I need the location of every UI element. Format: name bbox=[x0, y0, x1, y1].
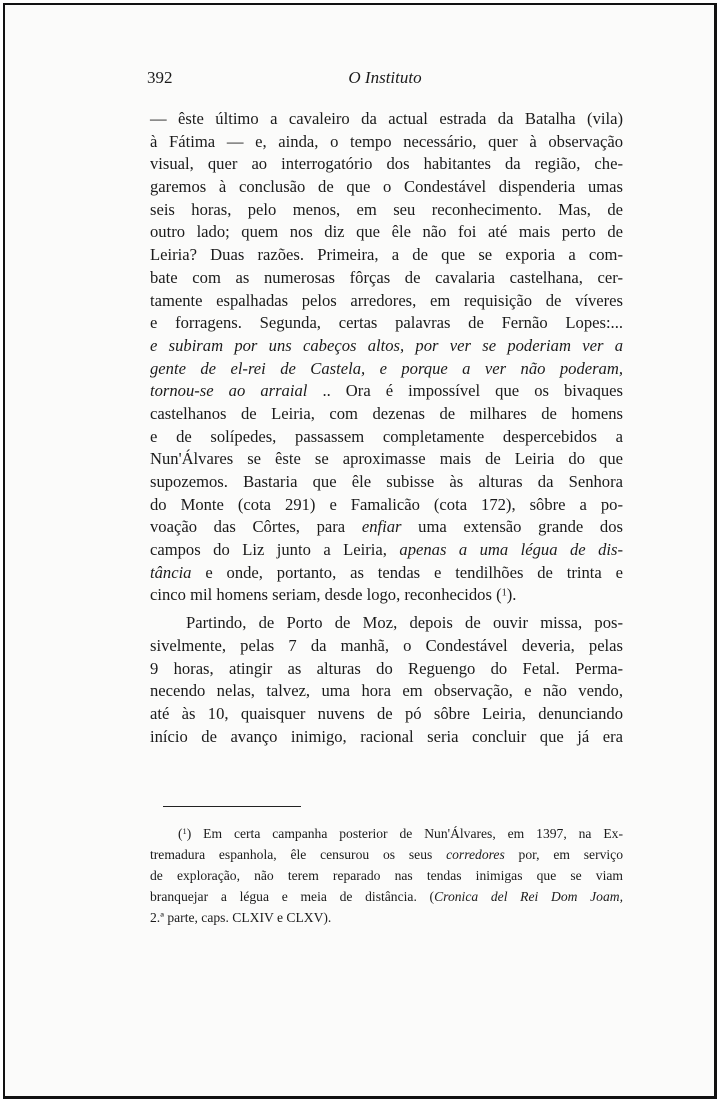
text-line: garemos à conclusão de que o Condestável dispenderia umas bbox=[150, 177, 623, 197]
emphasis: corredores bbox=[446, 847, 505, 862]
text-line: Leiria? Duas razões. Primeira, a de que se exporia a com- bbox=[150, 245, 623, 265]
quotation: gente de el-rei de Castela, e porque a ver não poderam, bbox=[150, 358, 623, 378]
citation-title: Cronica del Rei Dom Joam, bbox=[434, 889, 623, 904]
emphasis: enfiar bbox=[361, 517, 402, 537]
text-segment: uma extensão grande dos bbox=[401, 517, 623, 537]
text-line: necendo nelas, talvez, uma hora em observação, e não vendo, bbox=[150, 681, 623, 701]
text-line: à Fátima — e, ainda, o tempo necessário, quer à observação bbox=[150, 131, 623, 151]
emphasis: tância bbox=[150, 562, 192, 582]
text-segment: campos do Liz junto a Leiria, bbox=[150, 540, 400, 560]
text-segment: e onde, portanto, as tendas e tendilhões de trinta e bbox=[191, 562, 623, 582]
text-line: outro lado; quem nos diz que êle não foi até mais perto de bbox=[150, 222, 623, 242]
page-number: 392 bbox=[147, 68, 173, 87]
text-line: e de solípedes, passassem completamente despercebidos a bbox=[150, 426, 623, 446]
text-segment: cinco mil homens seriam, desde logo, reconhecidos ( bbox=[150, 585, 502, 605]
quoted-text-line bbox=[150, 358, 623, 381]
emphasis: apenas a uma légua de dis- bbox=[399, 540, 623, 560]
text-line: visual, quer ao interrogatório dos habitantes da região, che- bbox=[150, 154, 623, 174]
text-line bbox=[150, 562, 623, 585]
footnote-line bbox=[150, 844, 623, 865]
quotation: e subiram por uns cabeços altos, por ver se poderiam ver a bbox=[150, 335, 623, 355]
text-line: Nun'Álvares se êste se aproximasse mais de Leiria do que bbox=[150, 449, 623, 469]
text-line: e forragens. Segunda, certas palavras de Fernão Lopes:... bbox=[150, 313, 623, 333]
footnote-line: de exploração, não terem reparado nas tendas inimigas que se viam bbox=[150, 868, 623, 883]
text-line: castelhanos de Leiria, com dezenas de milhares de homens bbox=[150, 403, 623, 423]
text-line bbox=[150, 380, 623, 403]
text-line: supozemos. Bastaria que êle subisse às alturas da Senhora bbox=[150, 472, 623, 491]
text-line: até às 10, quaisquer nuvens de pó sôbre Leiria, denunciando bbox=[150, 703, 623, 723]
footnote-line: ($^1$) Em certa campanha posterior de Nun'Álvares, em 1397, na Ex- bbox=[178, 826, 623, 841]
text-segment: tremadura espanhola, êle censurou os seus bbox=[150, 847, 447, 862]
running-title: O Instituto bbox=[348, 68, 422, 87]
text-line: 9 horas, atingir as alturas do Reguengo do Fetal. Perma- bbox=[150, 658, 623, 678]
footnote-line: 2.ª parte, caps. CLXIV e CLXV). bbox=[150, 910, 332, 925]
text-line: — êste último a cavaleiro da actual estrada da Batalha (vila) bbox=[150, 109, 623, 128]
text-line: do Monte (cota 291) e Famalicão (cota 172), sôbre a po- bbox=[150, 494, 623, 514]
text-line: início de avanço inimigo, racional seria concluir que já era bbox=[150, 726, 623, 746]
footnote-divider bbox=[163, 806, 301, 807]
text-line bbox=[150, 584, 623, 607]
footnote-reference: 1 bbox=[501, 587, 507, 599]
text-line bbox=[150, 539, 623, 562]
page-header bbox=[147, 68, 623, 90]
text-segment: branquejar a légua e meia de distância. ( bbox=[150, 889, 435, 904]
text-segment: ). bbox=[506, 585, 517, 605]
text-line bbox=[150, 516, 623, 539]
text-line: sivelmente, pelas 7 da manhã, o Condestável deveria, pelas bbox=[150, 635, 623, 655]
quotation: tornou-se ao arraial bbox=[150, 381, 308, 401]
footnote-mark: 1 bbox=[182, 826, 187, 837]
text-segment: .. Ora é impossível que os bivaques bbox=[307, 381, 623, 401]
body-text bbox=[150, 108, 623, 748]
text-segment: ) Em certa campanha posterior de Nun'Álvares, em 1397, na Ex- bbox=[186, 826, 623, 841]
footnote-line bbox=[150, 886, 623, 907]
text-line: seis horas, pelo menos, em seu reconhecimento. Mas, de bbox=[150, 199, 623, 219]
text-line: bate com as numerosas fôrças de cavalaria castelhana, cer- bbox=[150, 267, 623, 287]
text-segment: voação das Côrtes, para bbox=[150, 517, 362, 537]
footnote bbox=[150, 823, 623, 928]
text-line: tamente espalhadas pelos arredores, em requisição de víveres bbox=[150, 290, 623, 310]
text-line: Partindo, de Porto de Moz, depois de ouvir missa, pos- bbox=[186, 613, 623, 633]
text-segment: por, em serviço bbox=[504, 847, 623, 862]
quoted-text-line bbox=[150, 335, 623, 358]
